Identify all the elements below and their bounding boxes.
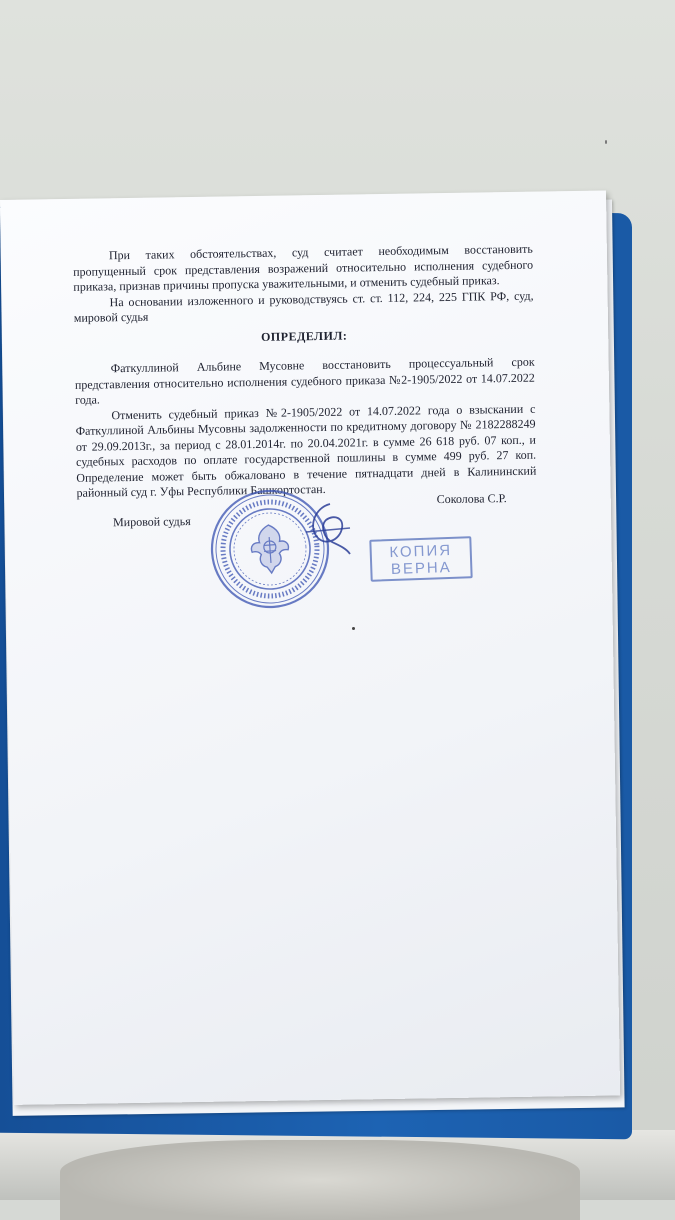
stamp-line-2: ВЕРНА bbox=[390, 558, 453, 579]
copy-certified-stamp bbox=[369, 536, 472, 582]
document-page bbox=[0, 190, 620, 1104]
handwritten-signature-icon bbox=[300, 498, 356, 558]
ruling-cancel-order: Отменить судебный приказ №2-1905/2022 от 14.07.2022 года о взыскании с Фаткуллиной Альбины Мусовны задолженности по кредитному договору № 2182288249 от 29.09.2013г., за период с 28.01.2014г. по 20.04.2021г. в сумме 26 618 руб. 07 коп., и судебных расходов по оплате государственной пошлины в сумме 499 руб. 27 коп. Определение может быть обжаловано в течение пятнадцати дней в Калининский районный суд г. Уфы Республики Башкортостан. bbox=[75, 401, 537, 500]
stamp-line-1: КОПИЯ bbox=[389, 541, 453, 562]
paragraph-grounds: На основании изложенного и руководствуясь ст. ст. 112, 224, 225 ГПК РФ, суд, мировой судья bbox=[73, 288, 534, 325]
judge-name: Соколова С.Р. bbox=[436, 490, 507, 506]
fabric-foreground bbox=[60, 1140, 580, 1220]
judge-title: Мировой судья bbox=[112, 513, 191, 529]
wall-speck bbox=[605, 140, 607, 144]
ruling-heading: ОПРЕДЕЛИЛ: bbox=[260, 328, 348, 344]
paper-speck bbox=[352, 627, 355, 630]
paragraph-circumstances: При таких обстоятельствах, суд считает необходимым восстановить пропущенный срок представления возражений относительно исполнения судебного приказа, признав причины пропуска уважительными, и отменить судебный приказ. bbox=[73, 241, 534, 294]
ruling-restore-term: Фаткуллиной Альбине Мусовне восстановить процессуальный срок представления относительно исполнения судебного приказа №2-1905/2022 от 14.07.2022 года. bbox=[74, 354, 535, 407]
